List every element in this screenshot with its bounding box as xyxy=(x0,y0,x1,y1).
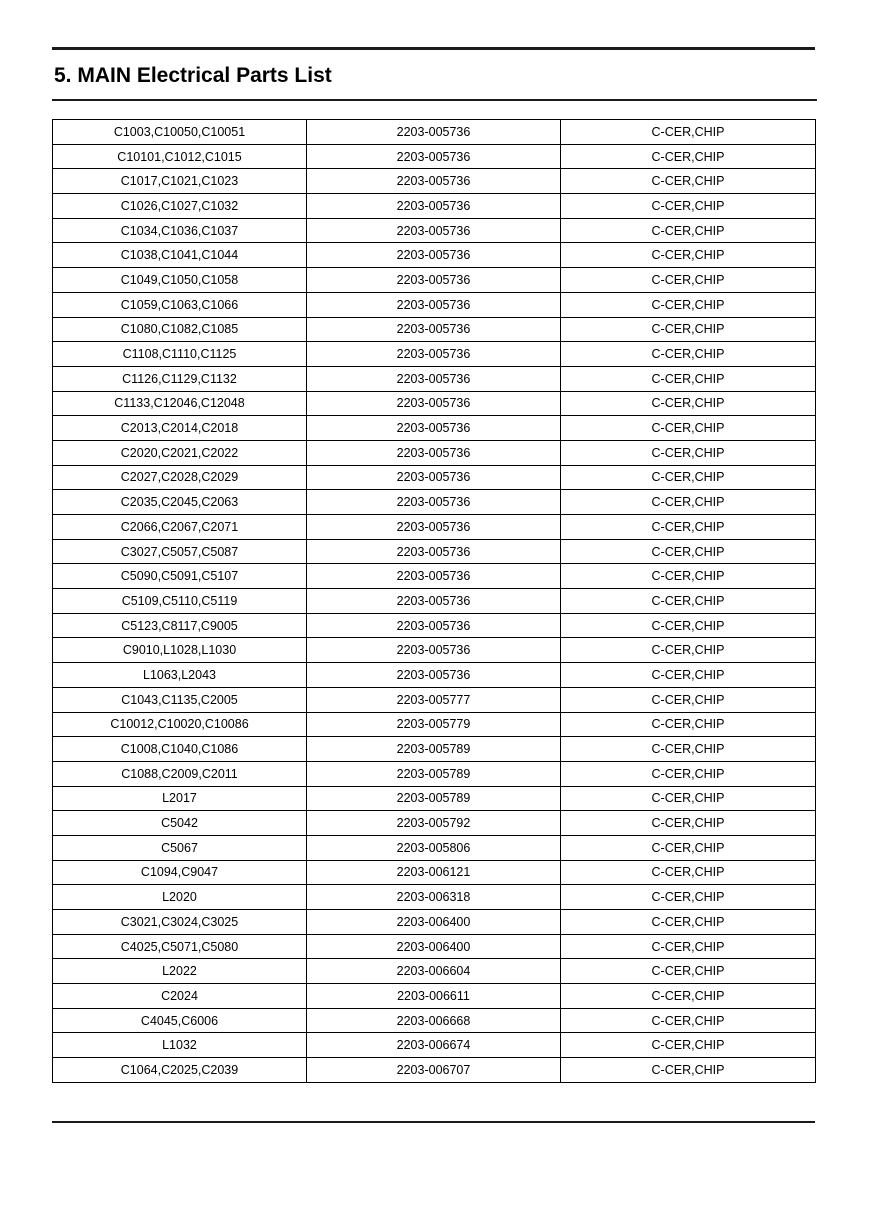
part-number-cell: 2203-005779 xyxy=(307,712,561,737)
description-cell: C-CER,CHIP xyxy=(561,613,816,638)
table-row xyxy=(53,712,816,737)
location-cell: L2022 xyxy=(53,959,307,984)
location-cell: C1094,C9047 xyxy=(53,860,307,885)
table-row xyxy=(53,218,816,243)
table-row xyxy=(53,959,816,984)
part-number-cell: 2203-006121 xyxy=(307,860,561,885)
description-cell: C-CER,CHIP xyxy=(561,144,816,169)
part-number-cell: 2203-005736 xyxy=(307,366,561,391)
description-cell: C-CER,CHIP xyxy=(561,737,816,762)
part-number-cell: 2203-005736 xyxy=(307,169,561,194)
location-cell: C5109,C5110,C5119 xyxy=(53,589,307,614)
description-cell: C-CER,CHIP xyxy=(561,1008,816,1033)
table-row xyxy=(53,194,816,219)
location-cell: C10012,C10020,C10086 xyxy=(53,712,307,737)
part-number-cell: 2203-005736 xyxy=(307,317,561,342)
location-cell: L1063,L2043 xyxy=(53,663,307,688)
description-cell: C-CER,CHIP xyxy=(561,860,816,885)
table-row xyxy=(53,1033,816,1058)
table-row xyxy=(53,268,816,293)
location-cell: C1026,C1027,C1032 xyxy=(53,194,307,219)
part-number-cell: 2203-006707 xyxy=(307,1058,561,1083)
description-cell: C-CER,CHIP xyxy=(561,120,816,145)
table-row xyxy=(53,292,816,317)
part-number-cell: 2203-005736 xyxy=(307,539,561,564)
description-cell: C-CER,CHIP xyxy=(561,934,816,959)
part-number-cell: 2203-005736 xyxy=(307,663,561,688)
table-row xyxy=(53,835,816,860)
part-number-cell: 2203-005736 xyxy=(307,613,561,638)
location-cell: C2020,C2021,C2022 xyxy=(53,440,307,465)
location-cell: C2027,C2028,C2029 xyxy=(53,465,307,490)
table-row xyxy=(53,786,816,811)
description-cell: C-CER,CHIP xyxy=(561,465,816,490)
location-cell: C5067 xyxy=(53,835,307,860)
table-row xyxy=(53,416,816,441)
description-cell: C-CER,CHIP xyxy=(561,218,816,243)
description-cell: C-CER,CHIP xyxy=(561,761,816,786)
part-number-cell: 2203-005806 xyxy=(307,835,561,860)
description-cell: C-CER,CHIP xyxy=(561,1058,816,1083)
description-cell: C-CER,CHIP xyxy=(561,366,816,391)
description-cell: C-CER,CHIP xyxy=(561,391,816,416)
table-row xyxy=(53,564,816,589)
location-cell: C2024 xyxy=(53,984,307,1009)
table-row xyxy=(53,366,816,391)
location-cell: C3021,C3024,C3025 xyxy=(53,910,307,935)
description-cell: C-CER,CHIP xyxy=(561,663,816,688)
table-row xyxy=(53,934,816,959)
part-number-cell: 2203-005736 xyxy=(307,589,561,614)
top-rule xyxy=(52,47,815,50)
location-cell: C5123,C8117,C9005 xyxy=(53,613,307,638)
description-cell: C-CER,CHIP xyxy=(561,268,816,293)
part-number-cell: 2203-005736 xyxy=(307,515,561,540)
title-underline xyxy=(52,99,817,101)
location-cell: C1080,C1082,C1085 xyxy=(53,317,307,342)
part-number-cell: 2203-006674 xyxy=(307,1033,561,1058)
location-cell: C1059,C1063,C1066 xyxy=(53,292,307,317)
part-number-cell: 2203-005736 xyxy=(307,292,561,317)
table-row xyxy=(53,1008,816,1033)
parts-table xyxy=(52,119,816,1083)
part-number-cell: 2203-005736 xyxy=(307,120,561,145)
location-cell: L2020 xyxy=(53,885,307,910)
table-row xyxy=(53,1058,816,1083)
table-row xyxy=(53,613,816,638)
table-row xyxy=(53,515,816,540)
part-number-cell: 2203-005736 xyxy=(307,416,561,441)
description-cell: C-CER,CHIP xyxy=(561,342,816,367)
description-cell: C-CER,CHIP xyxy=(561,515,816,540)
table-row xyxy=(53,638,816,663)
description-cell: C-CER,CHIP xyxy=(561,959,816,984)
description-cell: C-CER,CHIP xyxy=(561,539,816,564)
location-cell: C1133,C12046,C12048 xyxy=(53,391,307,416)
location-cell: C1126,C1129,C1132 xyxy=(53,366,307,391)
part-number-cell: 2203-006318 xyxy=(307,885,561,910)
description-cell: C-CER,CHIP xyxy=(561,984,816,1009)
part-number-cell: 2203-005736 xyxy=(307,440,561,465)
location-cell: C1034,C1036,C1037 xyxy=(53,218,307,243)
table-row xyxy=(53,663,816,688)
description-cell: C-CER,CHIP xyxy=(561,910,816,935)
description-cell: C-CER,CHIP xyxy=(561,490,816,515)
location-cell: C1017,C1021,C1023 xyxy=(53,169,307,194)
part-number-cell: 2203-006400 xyxy=(307,934,561,959)
part-number-cell: 2203-005789 xyxy=(307,786,561,811)
part-number-cell: 2203-005792 xyxy=(307,811,561,836)
part-number-cell: 2203-005736 xyxy=(307,564,561,589)
table-row xyxy=(53,984,816,1009)
part-number-cell: 2203-006604 xyxy=(307,959,561,984)
table-row xyxy=(53,860,816,885)
part-number-cell: 2203-005736 xyxy=(307,243,561,268)
table-row xyxy=(53,885,816,910)
part-number-cell: 2203-005736 xyxy=(307,490,561,515)
description-cell: C-CER,CHIP xyxy=(561,712,816,737)
description-cell: C-CER,CHIP xyxy=(561,687,816,712)
description-cell: C-CER,CHIP xyxy=(561,786,816,811)
part-number-cell: 2203-005736 xyxy=(307,342,561,367)
description-cell: C-CER,CHIP xyxy=(561,440,816,465)
table-row xyxy=(53,910,816,935)
description-cell: C-CER,CHIP xyxy=(561,292,816,317)
location-cell: C5090,C5091,C5107 xyxy=(53,564,307,589)
table-row xyxy=(53,761,816,786)
part-number-cell: 2203-005789 xyxy=(307,761,561,786)
part-number-cell: 2203-005736 xyxy=(307,638,561,663)
location-cell: C3027,C5057,C5087 xyxy=(53,539,307,564)
part-number-cell: 2203-005736 xyxy=(307,391,561,416)
part-number-cell: 2203-005789 xyxy=(307,737,561,762)
location-cell: C1008,C1040,C1086 xyxy=(53,737,307,762)
description-cell: C-CER,CHIP xyxy=(561,1033,816,1058)
location-cell: C2035,C2045,C2063 xyxy=(53,490,307,515)
description-cell: C-CER,CHIP xyxy=(561,638,816,663)
location-cell: C1043,C1135,C2005 xyxy=(53,687,307,712)
table-row xyxy=(53,391,816,416)
location-cell: C4025,C5071,C5080 xyxy=(53,934,307,959)
table-row xyxy=(53,120,816,145)
description-cell: C-CER,CHIP xyxy=(561,243,816,268)
location-cell: C1049,C1050,C1058 xyxy=(53,268,307,293)
part-number-cell: 2203-005777 xyxy=(307,687,561,712)
table-row xyxy=(53,317,816,342)
part-number-cell: 2203-005736 xyxy=(307,268,561,293)
description-cell: C-CER,CHIP xyxy=(561,811,816,836)
table-row xyxy=(53,539,816,564)
table-row xyxy=(53,737,816,762)
location-cell: C2013,C2014,C2018 xyxy=(53,416,307,441)
location-cell: C5042 xyxy=(53,811,307,836)
table-row xyxy=(53,342,816,367)
description-cell: C-CER,CHIP xyxy=(561,194,816,219)
table-row xyxy=(53,589,816,614)
location-cell: C1108,C1110,C1125 xyxy=(53,342,307,367)
description-cell: C-CER,CHIP xyxy=(561,564,816,589)
location-cell: C1088,C2009,C2011 xyxy=(53,761,307,786)
parts-table-body xyxy=(53,120,816,1083)
location-cell: C2066,C2067,C2071 xyxy=(53,515,307,540)
table-row xyxy=(53,169,816,194)
location-cell: C4045,C6006 xyxy=(53,1008,307,1033)
table-row xyxy=(53,440,816,465)
table-row xyxy=(53,144,816,169)
table-row xyxy=(53,490,816,515)
table-row xyxy=(53,465,816,490)
description-cell: C-CER,CHIP xyxy=(561,589,816,614)
table-row xyxy=(53,811,816,836)
location-cell: C9010,L1028,L1030 xyxy=(53,638,307,663)
location-cell: L2017 xyxy=(53,786,307,811)
location-cell: C1064,C2025,C2039 xyxy=(53,1058,307,1083)
part-number-cell: 2203-005736 xyxy=(307,194,561,219)
location-cell: L1032 xyxy=(53,1033,307,1058)
description-cell: C-CER,CHIP xyxy=(561,885,816,910)
description-cell: C-CER,CHIP xyxy=(561,835,816,860)
description-cell: C-CER,CHIP xyxy=(561,416,816,441)
part-number-cell: 2203-006400 xyxy=(307,910,561,935)
description-cell: C-CER,CHIP xyxy=(561,169,816,194)
table-row xyxy=(53,243,816,268)
location-cell: C10101,C1012,C1015 xyxy=(53,144,307,169)
location-cell: C1003,C10050,C10051 xyxy=(53,120,307,145)
part-number-cell: 2203-006668 xyxy=(307,1008,561,1033)
description-cell: C-CER,CHIP xyxy=(561,317,816,342)
footer-rule xyxy=(52,1121,815,1123)
part-number-cell: 2203-005736 xyxy=(307,218,561,243)
page-title: 5. MAIN Electrical Parts List xyxy=(54,64,332,87)
part-number-cell: 2203-005736 xyxy=(307,144,561,169)
table-row xyxy=(53,687,816,712)
location-cell: C1038,C1041,C1044 xyxy=(53,243,307,268)
part-number-cell: 2203-005736 xyxy=(307,465,561,490)
part-number-cell: 2203-006611 xyxy=(307,984,561,1009)
